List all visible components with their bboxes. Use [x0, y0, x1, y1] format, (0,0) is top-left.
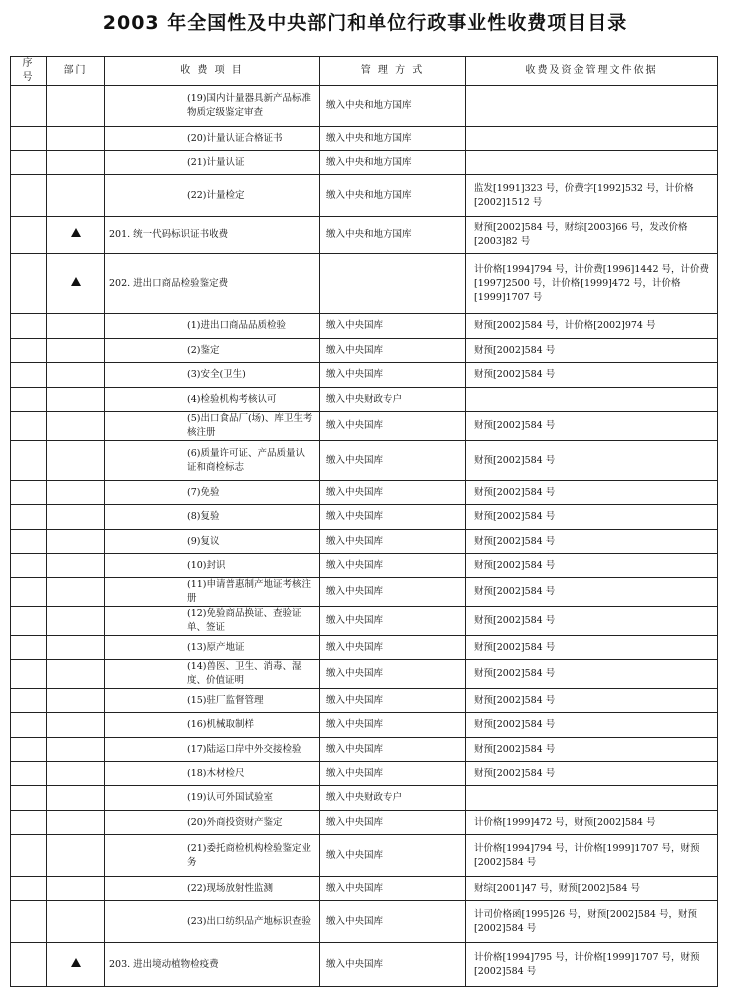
table-row [11, 86, 718, 127]
table-row [11, 254, 718, 314]
cell-basis: 财预[2002]584 号 [466, 441, 718, 481]
cell-basis [466, 388, 718, 412]
cell-method: 缴入中央国库 [320, 607, 466, 636]
cell-basis [466, 786, 718, 811]
page-title: 2003 年全国性及中央部门和单位行政事业性收费项目目录 [102, 12, 628, 34]
cell-item: (14)兽医、卫生、消毒、湿度、价值证明 [105, 660, 320, 689]
cell-method: 缴入中央国库 [320, 578, 466, 607]
cell-basis: 计价格[1999]472 号，财预[2002]584 号 [466, 811, 718, 835]
cell-item: (20)计量认证合格证书 [105, 127, 320, 151]
cell-dept [47, 762, 105, 786]
cell-item: (11)申请普惠制产地证考核注册 [105, 578, 320, 607]
table-row [11, 636, 718, 660]
cell-seq [11, 363, 47, 388]
header-row [11, 57, 718, 86]
table-row [11, 877, 718, 901]
cell-item: (7)免验 [105, 481, 320, 505]
cell-seq [11, 175, 47, 217]
cell-basis [466, 127, 718, 151]
cell-basis: 财预[2002]584 号 [466, 660, 718, 689]
cell-seq [11, 86, 47, 127]
cell-seq [11, 151, 47, 175]
header-item: 收 费 项 目 [105, 57, 320, 86]
table-row [11, 607, 718, 636]
cell-seq [11, 811, 47, 835]
cell-method: 缴入中央国库 [320, 713, 466, 738]
cell-basis: 财综[2001]47 号，财预[2002]584 号 [466, 877, 718, 901]
triangle-marker-icon [71, 958, 81, 967]
cell-seq [11, 217, 47, 254]
cell-dept [47, 388, 105, 412]
cell-dept [47, 339, 105, 363]
cell-dept [47, 738, 105, 762]
cell-basis: 财预[2002]584 号 [466, 363, 718, 388]
cell-item: (3)安全(卫生) [105, 363, 320, 388]
cell-seq [11, 388, 47, 412]
cell-method: 缴入中央国库 [320, 412, 466, 441]
cell-seq [11, 738, 47, 762]
cell-item: (18)木材检尺 [105, 762, 320, 786]
cell-seq [11, 254, 47, 314]
table-row [11, 901, 718, 943]
cell-item: (20)外商投资财产鉴定 [105, 811, 320, 835]
table-row [11, 713, 718, 738]
table-row [11, 314, 718, 339]
table-row [11, 578, 718, 607]
cell-seq [11, 530, 47, 554]
cell-method: 缴入中央国库 [320, 943, 466, 987]
cell-dept [47, 713, 105, 738]
cell-dept [47, 554, 105, 578]
cell-seq [11, 578, 47, 607]
table-row [11, 339, 718, 363]
cell-method [320, 254, 466, 314]
cell-item: (15)驻厂监督管理 [105, 689, 320, 713]
cell-method: 缴入中央国库 [320, 530, 466, 554]
cell-item: (21)计量认证 [105, 151, 320, 175]
cell-seq [11, 877, 47, 901]
cell-basis [466, 151, 718, 175]
cell-dept [47, 835, 105, 877]
cell-item: (17)陆运口岸中外交接检验 [105, 738, 320, 762]
cell-dept [47, 530, 105, 554]
table-row [11, 689, 718, 713]
cell-dept [47, 786, 105, 811]
header-seq: 序号 [11, 57, 47, 86]
cell-dept [47, 505, 105, 530]
cell-basis: 财预[2002]584 号 [466, 762, 718, 786]
cell-method: 缴入中央国库 [320, 554, 466, 578]
cell-basis: 计价格[1994]795 号，计价格[1999]1707 号，财预[2002]584 号 [466, 943, 718, 987]
cell-dept [47, 127, 105, 151]
table-row [11, 660, 718, 689]
table-row [11, 388, 718, 412]
cell-method: 缴入中央国库 [320, 363, 466, 388]
cell-dept [47, 660, 105, 689]
cell-dept [47, 636, 105, 660]
table-row [11, 835, 718, 877]
table-row [11, 786, 718, 811]
fee-catalog-table [10, 56, 718, 987]
cell-dept [47, 877, 105, 901]
cell-dept [47, 901, 105, 943]
table-row [11, 530, 718, 554]
cell-seq [11, 835, 47, 877]
cell-item: (2)鉴定 [105, 339, 320, 363]
cell-seq [11, 943, 47, 987]
table-row [11, 943, 718, 987]
cell-item: (19)认可外国试验室 [105, 786, 320, 811]
cell-method: 缴入中央国库 [320, 877, 466, 901]
cell-item: (12)免验商品换证、查验证单、签证 [105, 607, 320, 636]
cell-method: 缴入中央国库 [320, 738, 466, 762]
cell-method: 缴入中央和地方国库 [320, 86, 466, 127]
cell-basis: 财预[2002]584 号 [466, 554, 718, 578]
table-row [11, 217, 718, 254]
cell-method: 缴入中央和地方国库 [320, 217, 466, 254]
cell-basis: 监发[1991]323 号，价费字[1992]532 号，计价格[2002]1512 号 [466, 175, 718, 217]
cell-method: 缴入中央国库 [320, 339, 466, 363]
table-row [11, 481, 718, 505]
cell-method: 缴入中央国库 [320, 660, 466, 689]
table-row [11, 441, 718, 481]
cell-seq [11, 441, 47, 481]
cell-item: (22)计量检定 [105, 175, 320, 217]
cell-method: 缴入中央国库 [320, 314, 466, 339]
cell-dept [47, 578, 105, 607]
cell-dept [47, 363, 105, 388]
cell-basis: 财预[2002]584 号 [466, 636, 718, 660]
cell-basis: 财预[2002]584 号 [466, 412, 718, 441]
table-row [11, 412, 718, 441]
cell-method: 缴入中央国库 [320, 901, 466, 943]
cell-seq [11, 689, 47, 713]
table-row [11, 554, 718, 578]
cell-basis: 计司价格函[1995]26 号，财预[2002]584 号，财预[2002]584 号 [466, 901, 718, 943]
cell-seq [11, 314, 47, 339]
cell-seq [11, 481, 47, 505]
cell-item: (16)机械取制样 [105, 713, 320, 738]
cell-method: 缴入中央财政专户 [320, 786, 466, 811]
table-row [11, 127, 718, 151]
cell-seq [11, 505, 47, 530]
cell-dept [47, 175, 105, 217]
cell-item: 202. 进出口商品检验鉴定费 [105, 254, 320, 314]
cell-basis: 计价格[1994]794 号，计价格[1999]1707 号，财预[2002]584 号 [466, 835, 718, 877]
cell-basis: 财预[2002]584 号 [466, 578, 718, 607]
cell-method: 缴入中央国库 [320, 481, 466, 505]
cell-dept [47, 481, 105, 505]
cell-basis: 财预[2002]584 号 [466, 738, 718, 762]
cell-dept [47, 943, 105, 987]
cell-basis: 财预[2002]584 号，财综[2003]66 号，发改价格[2003]82 号 [466, 217, 718, 254]
cell-method: 缴入中央国库 [320, 689, 466, 713]
table-row [11, 738, 718, 762]
cell-item: 203. 进出境动植物检疫费 [105, 943, 320, 987]
cell-seq [11, 660, 47, 689]
cell-method: 缴入中央国库 [320, 811, 466, 835]
table-body [11, 86, 718, 987]
cell-item: (21)委托商检机构检验鉴定业务 [105, 835, 320, 877]
cell-item: (4)检验机构考核认可 [105, 388, 320, 412]
cell-seq [11, 339, 47, 363]
cell-method: 缴入中央国库 [320, 835, 466, 877]
cell-dept [47, 689, 105, 713]
cell-basis: 财预[2002]584 号 [466, 530, 718, 554]
table-row [11, 505, 718, 530]
cell-dept [47, 314, 105, 339]
cell-basis: 财预[2002]584 号 [466, 689, 718, 713]
cell-method: 缴入中央财政专户 [320, 388, 466, 412]
cell-dept [47, 607, 105, 636]
cell-item: (6)质量许可证、产品质量认证和商检标志 [105, 441, 320, 481]
cell-dept [47, 217, 105, 254]
header-basis: 收费及资金管理文件依据 [466, 57, 718, 86]
cell-method: 缴入中央和地方国库 [320, 151, 466, 175]
cell-method: 缴入中央国库 [320, 762, 466, 786]
cell-item: (13)原产地证 [105, 636, 320, 660]
cell-seq [11, 901, 47, 943]
cell-dept [47, 441, 105, 481]
cell-item: (5)出口食品厂(场)、库卫生考核注册 [105, 412, 320, 441]
cell-basis: 财预[2002]584 号 [466, 481, 718, 505]
cell-seq [11, 554, 47, 578]
cell-seq [11, 412, 47, 441]
cell-method: 缴入中央和地方国库 [320, 175, 466, 217]
cell-seq [11, 607, 47, 636]
cell-item: 201. 统一代码标识证书收费 [105, 217, 320, 254]
cell-basis: 财预[2002]584 号 [466, 713, 718, 738]
cell-seq [11, 786, 47, 811]
cell-item: (10)封识 [105, 554, 320, 578]
cell-basis: 财预[2002]584 号 [466, 505, 718, 530]
cell-basis: 财预[2002]584 号 [466, 607, 718, 636]
table-row [11, 151, 718, 175]
cell-item: (8)复验 [105, 505, 320, 530]
cell-item: (22)现场放射性监测 [105, 877, 320, 901]
cell-seq [11, 127, 47, 151]
cell-method: 缴入中央和地方国库 [320, 127, 466, 151]
cell-method: 缴入中央国库 [320, 441, 466, 481]
cell-method: 缴入中央国库 [320, 505, 466, 530]
cell-item: (1)进出口商品品质检验 [105, 314, 320, 339]
cell-basis [466, 86, 718, 127]
header-method: 管 理 方 式 [320, 57, 466, 86]
header-dept: 部门 [47, 57, 105, 86]
cell-dept [47, 412, 105, 441]
cell-item: (19)国内计量器具新产品标准物质定级鉴定审查 [105, 86, 320, 127]
table-row [11, 363, 718, 388]
cell-seq [11, 762, 47, 786]
cell-basis: 财预[2002]584 号 [466, 339, 718, 363]
cell-item: (9)复议 [105, 530, 320, 554]
cell-seq [11, 713, 47, 738]
cell-seq [11, 636, 47, 660]
table-row [11, 762, 718, 786]
cell-item: (23)出口纺织品产地标识查验 [105, 901, 320, 943]
cell-basis: 财预[2002]584 号，计价格[2002]974 号 [466, 314, 718, 339]
triangle-marker-icon [71, 228, 81, 237]
cell-dept [47, 254, 105, 314]
cell-method: 缴入中央国库 [320, 636, 466, 660]
triangle-marker-icon [71, 277, 81, 286]
cell-dept [47, 151, 105, 175]
cell-dept [47, 86, 105, 127]
cell-basis: 计价格[1994]794 号，计价费[1996]1442 号，计价费[1997]2500 号，计价格[1999]472 号，计价格[1999]1707 号 [466, 254, 718, 314]
cell-dept [47, 811, 105, 835]
table-row [11, 175, 718, 217]
table-row [11, 811, 718, 835]
